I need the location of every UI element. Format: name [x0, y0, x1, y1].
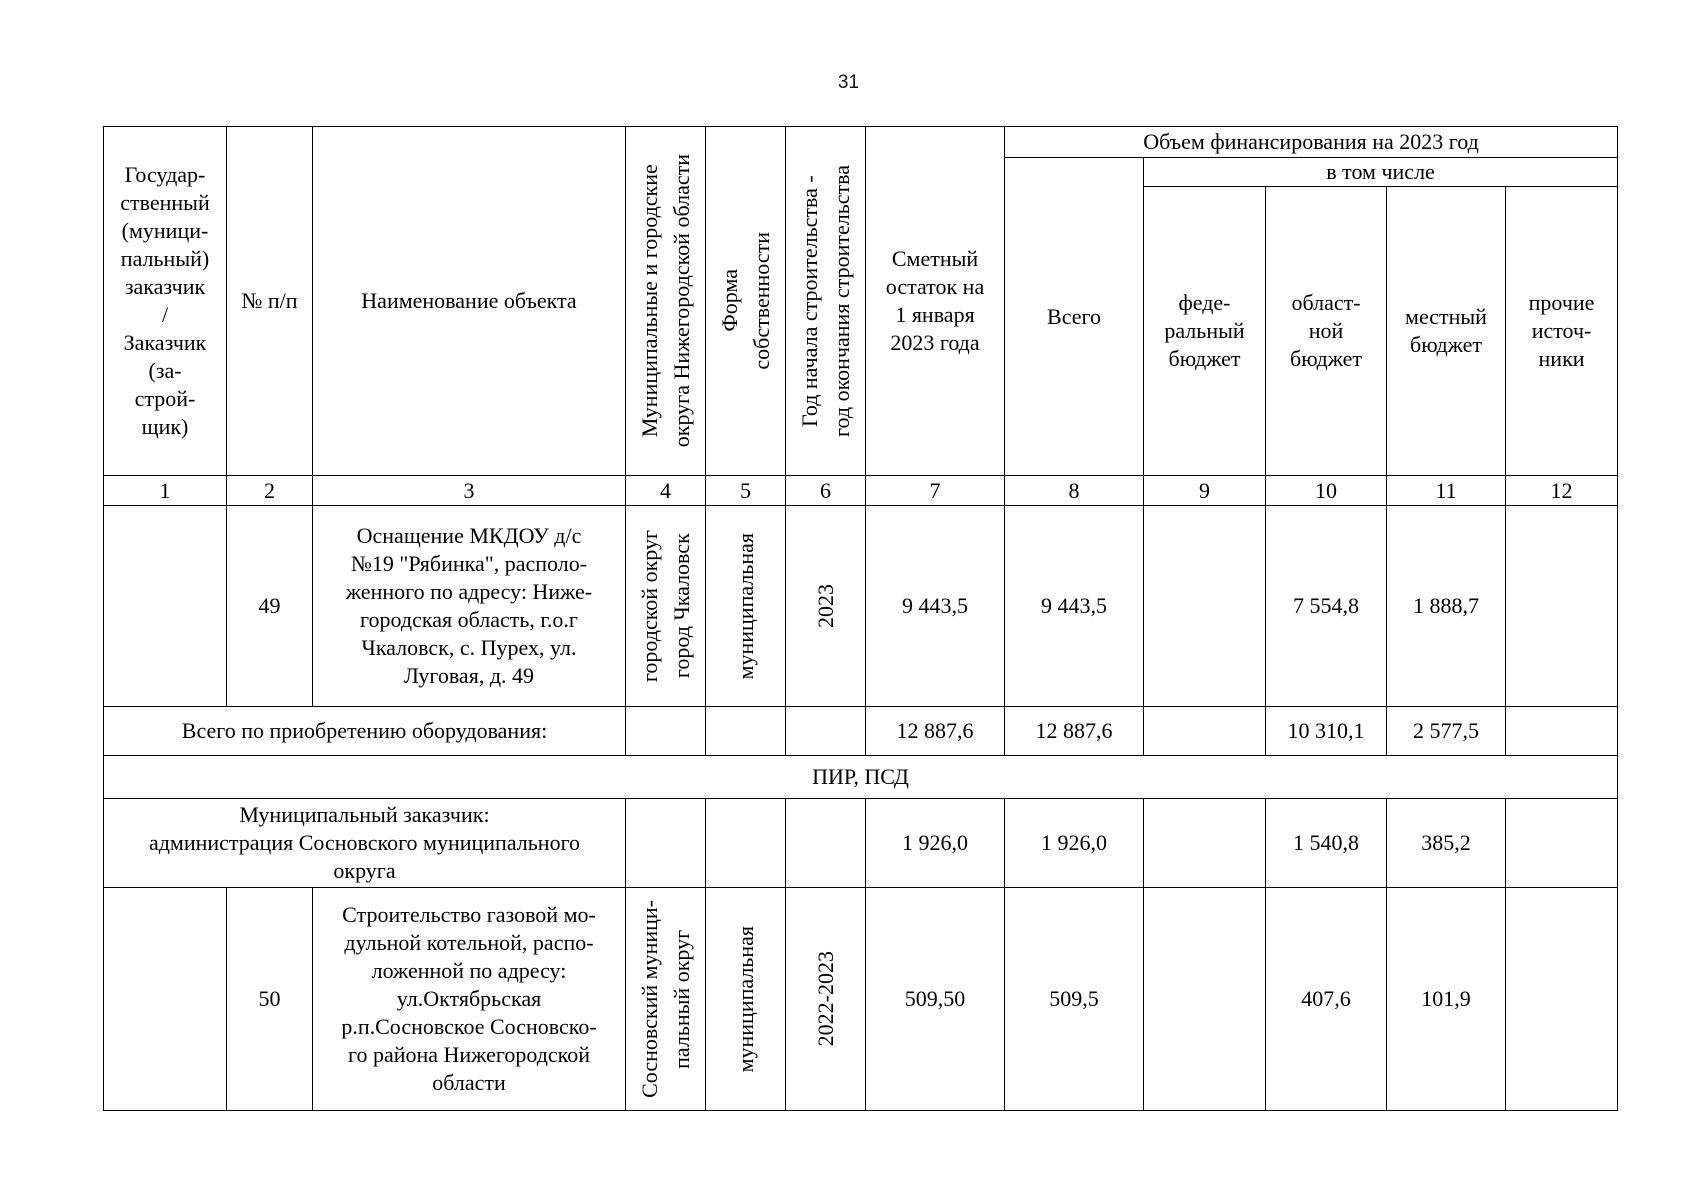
text-line: Государ-: [124, 162, 206, 187]
customer-other: [1506, 799, 1618, 888]
customer-federal: [1144, 799, 1266, 888]
customer-regional: 1 540,8: [1266, 799, 1387, 888]
row-local: 1 888,7: [1387, 506, 1506, 707]
text-line: ственный: [120, 190, 210, 215]
text-line: ложенной по адресу:: [371, 958, 567, 983]
text-line: (за-: [148, 358, 182, 383]
text-line: администрация Сосновского муниципального: [148, 830, 581, 855]
row-years: 2023: [786, 506, 866, 707]
column-number: 5: [706, 476, 786, 506]
text-line: ники: [1538, 346, 1585, 371]
text-line: округа: [333, 858, 396, 883]
text-line: ной: [1308, 318, 1344, 343]
column-number: 6: [786, 476, 866, 506]
row-object-name: [313, 888, 626, 1111]
total-federal: [1144, 707, 1266, 756]
row-total: 509,5: [1005, 888, 1144, 1111]
text-line: прочие: [1528, 290, 1595, 315]
row-other: [1506, 888, 1618, 1111]
text-line: женного по адресу: Ниже-: [345, 579, 593, 604]
header-total: Всего: [1005, 158, 1144, 476]
column-number: 4: [626, 476, 706, 506]
table-row: [104, 888, 1618, 1111]
text-line: город Чкаловск: [668, 533, 694, 679]
text-line: феде-: [1178, 290, 1231, 315]
text-line: бюджет: [1290, 346, 1362, 371]
row-ownership: муниципальная: [706, 506, 786, 707]
header-financing: Объем финансирования на 2023 год: [1005, 127, 1618, 158]
text-line: источ-: [1531, 318, 1592, 343]
header-regional: [1266, 187, 1387, 476]
column-number: 9: [1144, 476, 1266, 506]
row-object-name: [313, 506, 626, 707]
text-line: заказчик: [124, 274, 206, 299]
total-empty: [706, 707, 786, 756]
header-object-name: Наименование объекта: [313, 127, 626, 476]
column-number: 10: [1266, 476, 1387, 506]
column-number: 2: [227, 476, 313, 506]
row-federal: [1144, 506, 1266, 707]
text-line: Форма: [716, 269, 742, 333]
row-num: 50: [227, 888, 313, 1111]
text-line: Год начала строительства -: [796, 175, 822, 427]
customer-empty: [626, 799, 706, 888]
total-local: 2 577,5: [1387, 707, 1506, 756]
header-federal: [1144, 187, 1266, 476]
header-including: в том числе: [1144, 158, 1618, 187]
header-local: [1387, 187, 1506, 476]
text-line: дульной котельной, распо-: [344, 930, 594, 955]
row-ownership: муниципальная: [706, 888, 786, 1111]
text-line: строй-: [134, 386, 196, 411]
row-total: 9 443,5: [1005, 506, 1144, 707]
customer-total: 1 926,0: [1005, 799, 1144, 888]
text-line: Луговая, д. 49: [403, 663, 535, 688]
section-row: [104, 756, 1618, 799]
text-line: округа Нижегородской области: [668, 154, 694, 448]
column-number: 1: [104, 476, 227, 506]
customer-row: [104, 799, 1618, 888]
text-line: го района Нижегородской: [347, 1042, 591, 1067]
header-customer: [104, 127, 227, 476]
text-line: 2023 года: [890, 330, 980, 355]
table-row: [104, 506, 1618, 707]
text-line: остаток на: [885, 274, 985, 299]
text-line: област-: [1291, 290, 1361, 315]
text-line: пальный): [120, 246, 210, 271]
text-line: ул.Октябрьская: [396, 986, 542, 1011]
header-estimate: [866, 127, 1005, 476]
text-line: щик): [141, 414, 189, 439]
text-line: местный: [1405, 304, 1487, 329]
text-line: пальный округ: [668, 929, 694, 1069]
customer-empty: [786, 799, 866, 888]
text-line: городская область, г.о.г: [360, 607, 578, 632]
text-line: собственности: [748, 232, 774, 370]
row-federal: [1144, 888, 1266, 1111]
customer-label: [104, 799, 626, 888]
row-regional: 407,6: [1266, 888, 1387, 1111]
total-regional: 10 310,1: [1266, 707, 1387, 756]
text-line: год окончания строительства: [828, 165, 854, 437]
text-line: Сосновский муници-: [636, 900, 662, 1098]
text-line: Оснащение МКДОУ д/с: [356, 523, 582, 548]
text-line: №19 "Рябинка", располо-: [350, 551, 588, 576]
row-years: 2022-2023: [786, 888, 866, 1111]
section-title: ПИР, ПСД: [104, 756, 1618, 799]
customer-local: 385,2: [1387, 799, 1506, 888]
header-num: № п/п: [227, 127, 313, 476]
total-empty: [786, 707, 866, 756]
customer-estimate: 1 926,0: [866, 799, 1005, 888]
text-line: /: [161, 302, 169, 327]
header-row: [104, 127, 1618, 158]
row-customer-cell: [104, 888, 227, 1111]
financing-table: [103, 126, 1618, 1111]
total-estimate: 12 887,6: [866, 707, 1005, 756]
text-line: Муниципальные и городские: [636, 164, 662, 438]
row-municipality: [626, 506, 706, 707]
row-num: 49: [227, 506, 313, 707]
header-other: [1506, 187, 1618, 476]
total-total: 12 887,6: [1005, 707, 1144, 756]
text-line: Заказчик: [123, 330, 207, 355]
total-empty: [626, 707, 706, 756]
text-line: Строительство газовой мо-: [342, 902, 596, 927]
text-line: области: [432, 1070, 506, 1095]
text-line: Сметный: [891, 246, 979, 271]
row-estimate: 509,50: [866, 888, 1005, 1111]
total-row: [104, 707, 1618, 756]
column-number: 7: [866, 476, 1005, 506]
text-line: бюджет: [1168, 346, 1241, 371]
column-number: 11: [1387, 476, 1506, 506]
column-number: 12: [1506, 476, 1618, 506]
column-numbers-row: [104, 476, 1618, 506]
row-municipality: [626, 888, 706, 1111]
header-ownership: [706, 127, 786, 476]
text-line: бюджет: [1410, 332, 1482, 357]
column-number: 3: [313, 476, 626, 506]
header-years: [786, 127, 866, 476]
row-other: [1506, 506, 1618, 707]
total-other: [1506, 707, 1618, 756]
row-regional: 7 554,8: [1266, 506, 1387, 707]
total-label: Всего по приобретению оборудования:: [104, 707, 626, 756]
text-line: Чкаловск, с. Пурех, ул.: [361, 635, 577, 660]
row-customer-cell: [104, 506, 227, 707]
header-municipality: [626, 127, 706, 476]
row-estimate: 9 443,5: [866, 506, 1005, 707]
text-line: ральный: [1164, 318, 1245, 343]
text-line: городской округ: [636, 529, 662, 683]
text-line: р.п.Сосновское Сосновско-: [341, 1014, 597, 1039]
text-line: 1 января: [895, 302, 975, 327]
customer-empty: [706, 799, 786, 888]
text-line: (муници-: [121, 218, 209, 243]
page-number: 31: [837, 72, 860, 93]
text-line: Муниципальный заказчик:: [239, 802, 490, 827]
column-number: 8: [1005, 476, 1144, 506]
row-local: 101,9: [1387, 888, 1506, 1111]
